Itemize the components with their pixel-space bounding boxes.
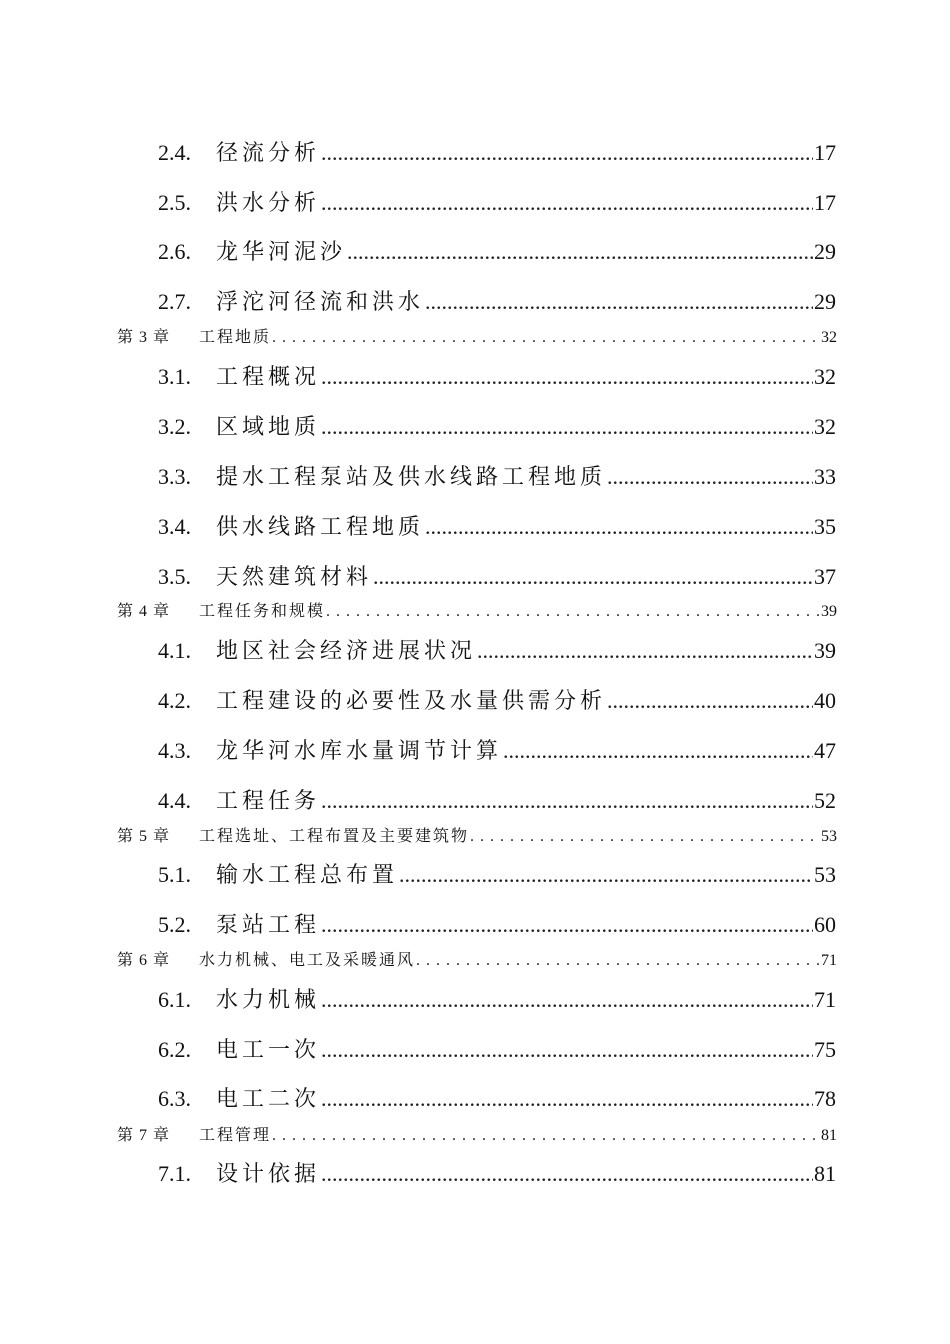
toc-entry-chapter[interactable] [117,823,837,846]
entry-title: 泵站工程 [216,912,321,937]
toc-entry-section[interactable] [158,634,836,665]
toc-entry-section[interactable] [158,510,836,541]
dot-leader [347,239,813,265]
chapter-number: 第 3 章 [117,329,171,346]
entry-title: 供水线路工程地质 [216,514,425,539]
entry-number: 4.3. [158,738,191,763]
entry-page: 17 [814,190,836,215]
entry-title: 工程任务 [216,788,321,813]
entry-page: 53 [821,828,837,845]
toc-entry-section[interactable] [158,1033,836,1064]
toc-entry-section[interactable] [158,285,836,316]
entry-title: 工程概况 [216,364,321,389]
dot-leader [272,329,820,347]
dot-leader [321,1037,813,1063]
entry-title: 提水工程泵站及供水线路工程地质 [216,464,607,489]
entry-title: 浮沱河径流和洪水 [216,289,425,314]
entry-title: 电工二次 [216,1086,321,1111]
dot-leader [321,364,813,390]
dot-leader [321,1086,813,1112]
toc-entry-chapter[interactable] [117,324,837,347]
dot-leader [470,828,820,846]
entry-title: 水力机械 [216,987,321,1012]
entry-title: 电工一次 [216,1037,321,1062]
entry-page: 37 [814,564,836,589]
dot-leader [477,638,813,664]
entry-title: 设计依据 [216,1161,321,1186]
entry-title: 地区社会经济进展状况 [216,638,477,663]
toc-entry-section[interactable] [158,460,836,491]
entry-page: 39 [814,638,836,663]
entry-page: 40 [814,688,836,713]
chapter-title: 工程选址、工程布置及主要建筑物 [199,828,470,845]
entry-number: 6.2. [158,1037,191,1062]
entry-number: 5.1. [158,862,191,887]
dot-leader [321,788,813,814]
entry-page: 17 [814,140,836,165]
entry-number: 3.3. [158,464,191,489]
dot-leader [321,140,813,166]
chapter-title: 工程地质 [199,329,272,346]
entry-number: 3.1. [158,364,191,389]
entry-title: 洪水分析 [216,190,321,215]
toc-entry-chapter[interactable] [117,947,837,970]
entry-title: 输水工程总布置 [216,862,399,887]
toc-entry-section[interactable] [158,908,836,939]
toc-entry-section[interactable] [158,235,836,266]
entry-page: 60 [814,912,836,937]
toc-entry-section[interactable] [158,560,836,591]
dot-leader [321,190,813,216]
entry-page: 81 [821,1127,837,1144]
entry-page: 78 [814,1086,836,1111]
entry-number: 4.2. [158,688,191,713]
toc-entry-section[interactable] [158,784,836,815]
entry-page: 32 [814,364,836,389]
entry-title: 天然建筑材料 [216,564,373,589]
dot-leader [326,603,820,621]
entry-page: 75 [814,1037,836,1062]
entry-number: 3.2. [158,414,191,439]
dot-leader [607,464,813,490]
dot-leader [425,514,813,540]
entry-page: 81 [814,1161,836,1186]
toc-entry-section[interactable] [158,858,836,889]
entry-page: 39 [821,603,837,620]
toc-entry-section[interactable] [158,186,836,217]
entry-title: 径流分析 [216,140,321,165]
toc-entry-section[interactable] [158,1082,836,1113]
dot-leader [321,1161,813,1187]
entry-number: 2.5. [158,190,191,215]
toc-entry-section[interactable] [158,684,836,715]
chapter-title: 工程任务和规模 [199,603,326,620]
toc-entry-section[interactable] [158,983,836,1014]
entry-number: 6.3. [158,1086,191,1111]
entry-number: 4.1. [158,638,191,663]
entry-page: 52 [814,788,836,813]
dot-leader [321,987,813,1013]
dot-leader [607,688,813,714]
chapter-number: 第 4 章 [117,603,171,620]
dot-leader [416,952,820,970]
entry-number: 2.7. [158,289,191,314]
entry-number: 4.4. [158,788,191,813]
entry-page: 32 [814,414,836,439]
entry-title: 工程建设的必要性及水量供需分析 [216,688,607,713]
entry-number: 6.1. [158,987,191,1012]
chapter-number: 第 6 章 [117,952,171,969]
entry-page: 32 [821,329,837,346]
entry-number: 5.2. [158,912,191,937]
toc-entry-section[interactable] [158,136,836,167]
entry-page: 33 [814,464,836,489]
entry-page: 47 [814,738,836,763]
dot-leader [373,564,813,590]
chapter-title: 工程管理 [199,1127,272,1144]
entry-title: 龙华河水库水量调节计算 [216,738,503,763]
dot-leader [503,738,813,764]
toc-entry-section[interactable] [158,360,836,391]
dot-leader [425,289,813,315]
entry-page: 35 [814,514,836,539]
chapter-title: 水力机械、电工及采暖通风 [199,952,416,969]
entry-number: 7.1. [158,1161,191,1186]
toc-entry-chapter[interactable] [117,1122,837,1145]
entry-page: 53 [814,862,836,887]
dot-leader [321,912,813,938]
entry-page: 71 [814,987,836,1012]
entry-number: 3.4. [158,514,191,539]
entry-page: 29 [814,289,836,314]
dot-leader [399,862,813,888]
toc-entry-section[interactable] [158,734,836,765]
entry-number: 3.5. [158,564,191,589]
entry-title: 龙华河泥沙 [216,239,347,264]
entry-page: 71 [821,952,837,969]
dot-leader [272,1127,820,1145]
toc-entry-chapter[interactable] [117,598,837,621]
toc-entry-section[interactable] [158,410,836,441]
entry-title: 区域地质 [216,414,321,439]
entry-number: 2.4. [158,140,191,165]
chapter-number: 第 5 章 [117,828,171,845]
chapter-number: 第 7 章 [117,1127,171,1144]
entry-page: 29 [814,239,836,264]
dot-leader [321,414,813,440]
entry-number: 2.6. [158,239,191,264]
toc-entry-section[interactable] [158,1157,836,1188]
